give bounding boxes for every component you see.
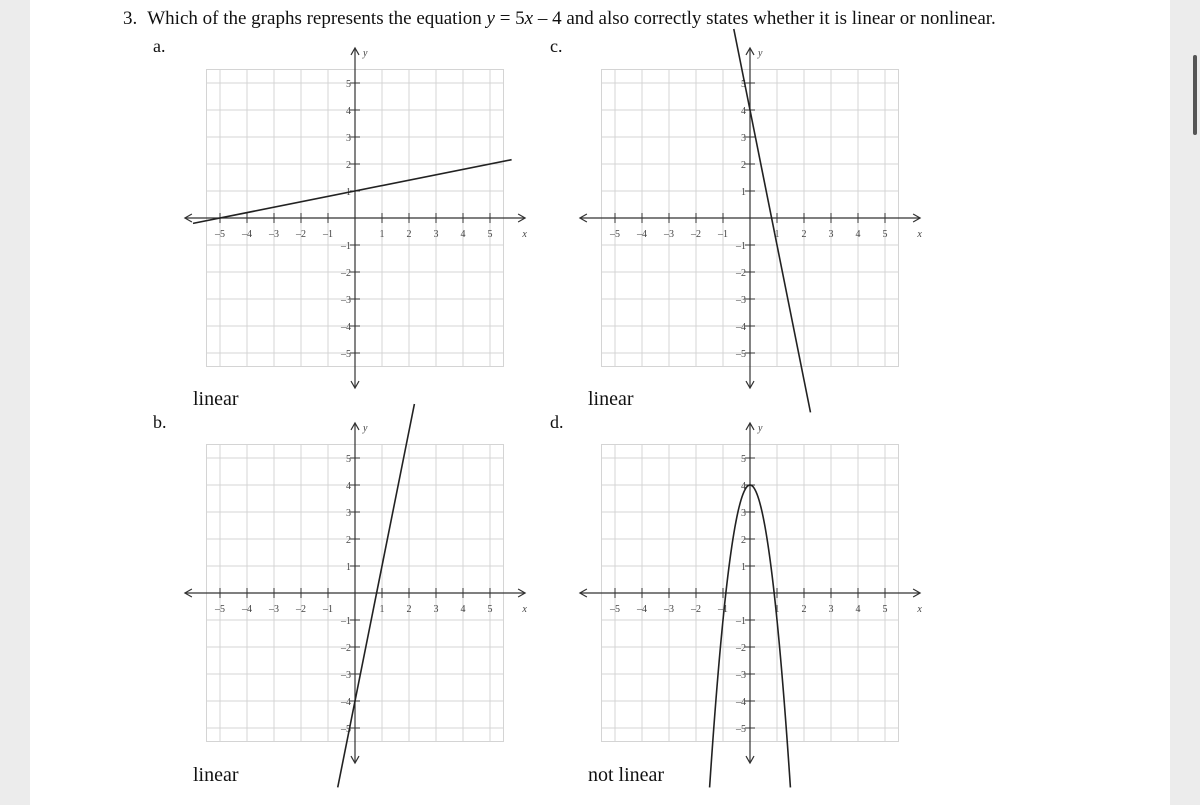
- x-tick-label: 2: [406, 229, 412, 240]
- y-tick-label: 4: [346, 106, 351, 117]
- x-tick-label: 3: [433, 604, 439, 615]
- x-axis-label: x: [917, 229, 922, 240]
- y-tick-label: –5: [341, 724, 351, 735]
- y-tick-label: –4: [736, 322, 746, 333]
- x-tick-label: 1: [774, 604, 780, 615]
- y-tick-label: 3: [741, 133, 746, 144]
- x-tick-label: –2: [296, 229, 306, 240]
- y-tick-label: 4: [346, 481, 351, 492]
- y-tick-label: –3: [341, 295, 351, 306]
- y-tick-label: 4: [741, 481, 746, 492]
- option-a-letter: a.: [153, 36, 166, 56]
- x-tick-label: 4: [855, 229, 861, 240]
- x-axis-label: x: [522, 229, 527, 240]
- x-tick-label: –4: [242, 229, 252, 240]
- y-tick-label: 5: [346, 454, 351, 465]
- x-tick-label: 5: [882, 229, 888, 240]
- y-axis-label: y: [758, 423, 763, 434]
- option-c-caption: linear: [588, 388, 634, 410]
- x-tick-label: 4: [855, 604, 861, 615]
- x-tick-label: –5: [215, 604, 225, 615]
- y-tick-label: –1: [736, 616, 746, 627]
- y-tick-label: –5: [341, 349, 351, 360]
- y-tick-label: –5: [736, 349, 746, 360]
- x-tick-label: –4: [637, 604, 647, 615]
- y-axis-label: y: [363, 48, 368, 59]
- x-tick-label: –3: [269, 229, 279, 240]
- y-tick-label: 1: [346, 562, 351, 573]
- option-d-letter: d.: [550, 412, 564, 432]
- x-tick-label: –4: [242, 604, 252, 615]
- x-tick-label: –5: [610, 229, 620, 240]
- y-tick-label: 5: [741, 454, 746, 465]
- y-tick-label: 3: [346, 133, 351, 144]
- x-tick-label: 4: [460, 229, 466, 240]
- x-tick-label: –3: [664, 604, 674, 615]
- x-tick-label: –3: [269, 604, 279, 615]
- option-a-caption: linear: [193, 388, 239, 410]
- x-axis-label: x: [917, 604, 922, 615]
- x-tick-label: –2: [296, 604, 306, 615]
- option-b-caption: linear: [193, 764, 239, 786]
- y-tick-label: –4: [736, 697, 746, 708]
- x-tick-label: 1: [774, 229, 780, 240]
- y-tick-label: 5: [346, 79, 351, 90]
- x-tick-label: 3: [828, 229, 834, 240]
- question-prefix: Which of the graphs represents the equation: [147, 8, 482, 29]
- x-tick-label: 2: [801, 604, 807, 615]
- x-tick-label: –5: [215, 229, 225, 240]
- x-tick-label: 4: [460, 604, 466, 615]
- x-tick-label: 2: [801, 229, 807, 240]
- x-tick-label: 5: [487, 604, 493, 615]
- x-tick-label: 1: [379, 604, 385, 615]
- y-tick-label: 5: [741, 79, 746, 90]
- x-tick-label: 3: [828, 604, 834, 615]
- y-tick-label: –3: [736, 295, 746, 306]
- x-axis-label: x: [522, 604, 527, 615]
- option-c-letter: c.: [550, 36, 563, 56]
- x-tick-label: –1: [718, 604, 728, 615]
- y-tick-label: –5: [736, 724, 746, 735]
- option-d-caption: not linear: [588, 764, 665, 786]
- option-d-graph[interactable]: [585, 415, 935, 770]
- x-tick-label: –1: [323, 229, 333, 240]
- y-axis-label: y: [363, 423, 368, 434]
- y-tick-label: 1: [741, 562, 746, 573]
- option-c-graph[interactable]: [585, 40, 935, 395]
- y-tick-label: –4: [341, 697, 351, 708]
- y-tick-label: 2: [741, 535, 746, 546]
- y-tick-label: 3: [741, 508, 746, 519]
- x-tick-label: 5: [882, 604, 888, 615]
- question-number: 3.: [123, 8, 138, 29]
- y-tick-label: 2: [346, 535, 351, 546]
- x-tick-label: 2: [406, 604, 412, 615]
- x-tick-label: –4: [637, 229, 647, 240]
- y-tick-label: 3: [346, 508, 351, 519]
- question-text: [123, 8, 996, 30]
- y-tick-label: –3: [341, 670, 351, 681]
- y-tick-label: –4: [341, 322, 351, 333]
- x-tick-label: 5: [487, 229, 493, 240]
- y-tick-label: 2: [741, 160, 746, 171]
- y-tick-label: 1: [346, 187, 351, 198]
- option-b-letter: b.: [153, 412, 167, 432]
- x-tick-label: –3: [664, 229, 674, 240]
- x-tick-label: 3: [433, 229, 439, 240]
- y-tick-label: –1: [341, 241, 351, 252]
- option-a-graph[interactable]: [190, 40, 540, 395]
- x-tick-label: –1: [323, 604, 333, 615]
- y-tick-label: –1: [341, 616, 351, 627]
- option-b-graph[interactable]: [190, 415, 540, 770]
- equation-rhs-a: = 5: [494, 8, 525, 29]
- x-tick-label: 1: [379, 229, 385, 240]
- x-tick-label: –5: [610, 604, 620, 615]
- x-tick-label: –1: [718, 229, 728, 240]
- x-tick-label: –2: [691, 604, 701, 615]
- y-axis-label: y: [758, 48, 763, 59]
- y-tick-label: 1: [741, 187, 746, 198]
- y-tick-label: –2: [341, 268, 351, 279]
- x-tick-label: –2: [691, 229, 701, 240]
- y-tick-label: –1: [736, 241, 746, 252]
- y-tick-label: 4: [741, 106, 746, 117]
- y-tick-label: –3: [736, 670, 746, 681]
- scrollbar-thumb[interactable]: [1193, 55, 1197, 135]
- y-tick-label: –2: [341, 643, 351, 654]
- equation-x: x: [524, 8, 534, 29]
- y-tick-label: 2: [346, 160, 351, 171]
- equation-rhs-b: – 4 and also correctly states whether it is linear or nonlinear.: [533, 8, 996, 29]
- y-tick-label: –2: [736, 268, 746, 279]
- equation-curve: [193, 160, 512, 224]
- y-tick-label: –2: [736, 643, 746, 654]
- equation-y: y: [486, 8, 495, 29]
